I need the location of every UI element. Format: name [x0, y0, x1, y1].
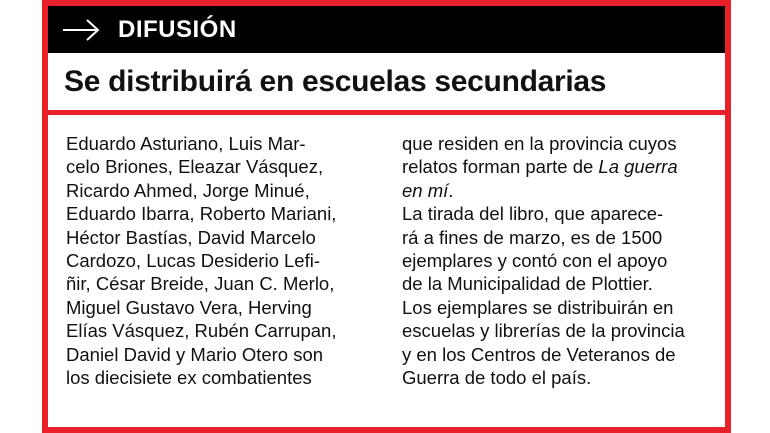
text-line: Cardozo, Lucas Desiderio Lefi-: [66, 250, 320, 272]
text-line: ejemplares y contó con el apoyo: [402, 250, 668, 272]
article-box: [42, 0, 731, 433]
text-line: Héctor Bastías, David Marcelo: [66, 226, 316, 248]
text-line: Los ejemplares se distribuirán en: [402, 296, 674, 318]
text-line: Ricardo Ahmed, Jorge Minué,: [66, 179, 310, 201]
text-line: Elías Vásquez, Rubén Carrupan,: [66, 320, 337, 342]
text-line: los diecisiete ex combatientes: [66, 367, 312, 389]
text-line: escuelas y librerías de la provincia: [402, 320, 685, 342]
headline-box: [48, 53, 725, 115]
text-line: ñir, César Breide, Juan C. Merlo,: [66, 273, 335, 295]
article-column-left: [66, 132, 396, 389]
text-line: [402, 155, 732, 178]
text-line: Eduardo Asturiano, Luis Mar-: [66, 133, 306, 154]
text-line: y en los Centros de Veteranos de: [402, 343, 676, 365]
text-fragment: relatos forman parte de: [402, 156, 599, 178]
section-label: DIFUSIÓN: [118, 15, 237, 43]
text-fragment: .: [448, 179, 454, 201]
text-line: rá a fines de marzo, es de 1500: [402, 226, 663, 248]
text-line: Daniel David y Mario Otero son: [66, 343, 324, 365]
text-line: La tirada del libro, que aparece-: [402, 203, 664, 225]
headline: Se distribuirá en escuelas secundarias: [64, 64, 607, 98]
text-line: que residen en la provincia cuyos: [402, 133, 677, 154]
text-line: Guerra de todo el país.: [402, 367, 592, 389]
article-column-right: [402, 132, 732, 389]
text-line: de la Municipalidad de Plottier.: [402, 273, 653, 295]
text-line: Miguel Gustavo Vera, Herving: [66, 296, 312, 318]
arrow-right-icon: [62, 18, 104, 42]
book-title: La guerra: [598, 156, 678, 178]
article-body: [48, 118, 725, 423]
section-bar: [48, 0, 725, 53]
text-line: celo Briones, Eleazar Vásquez,: [66, 156, 324, 178]
book-title: en mí: [402, 179, 449, 201]
text-line: Eduardo Ibarra, Roberto Mariani,: [66, 203, 337, 225]
text-line: [402, 179, 732, 202]
